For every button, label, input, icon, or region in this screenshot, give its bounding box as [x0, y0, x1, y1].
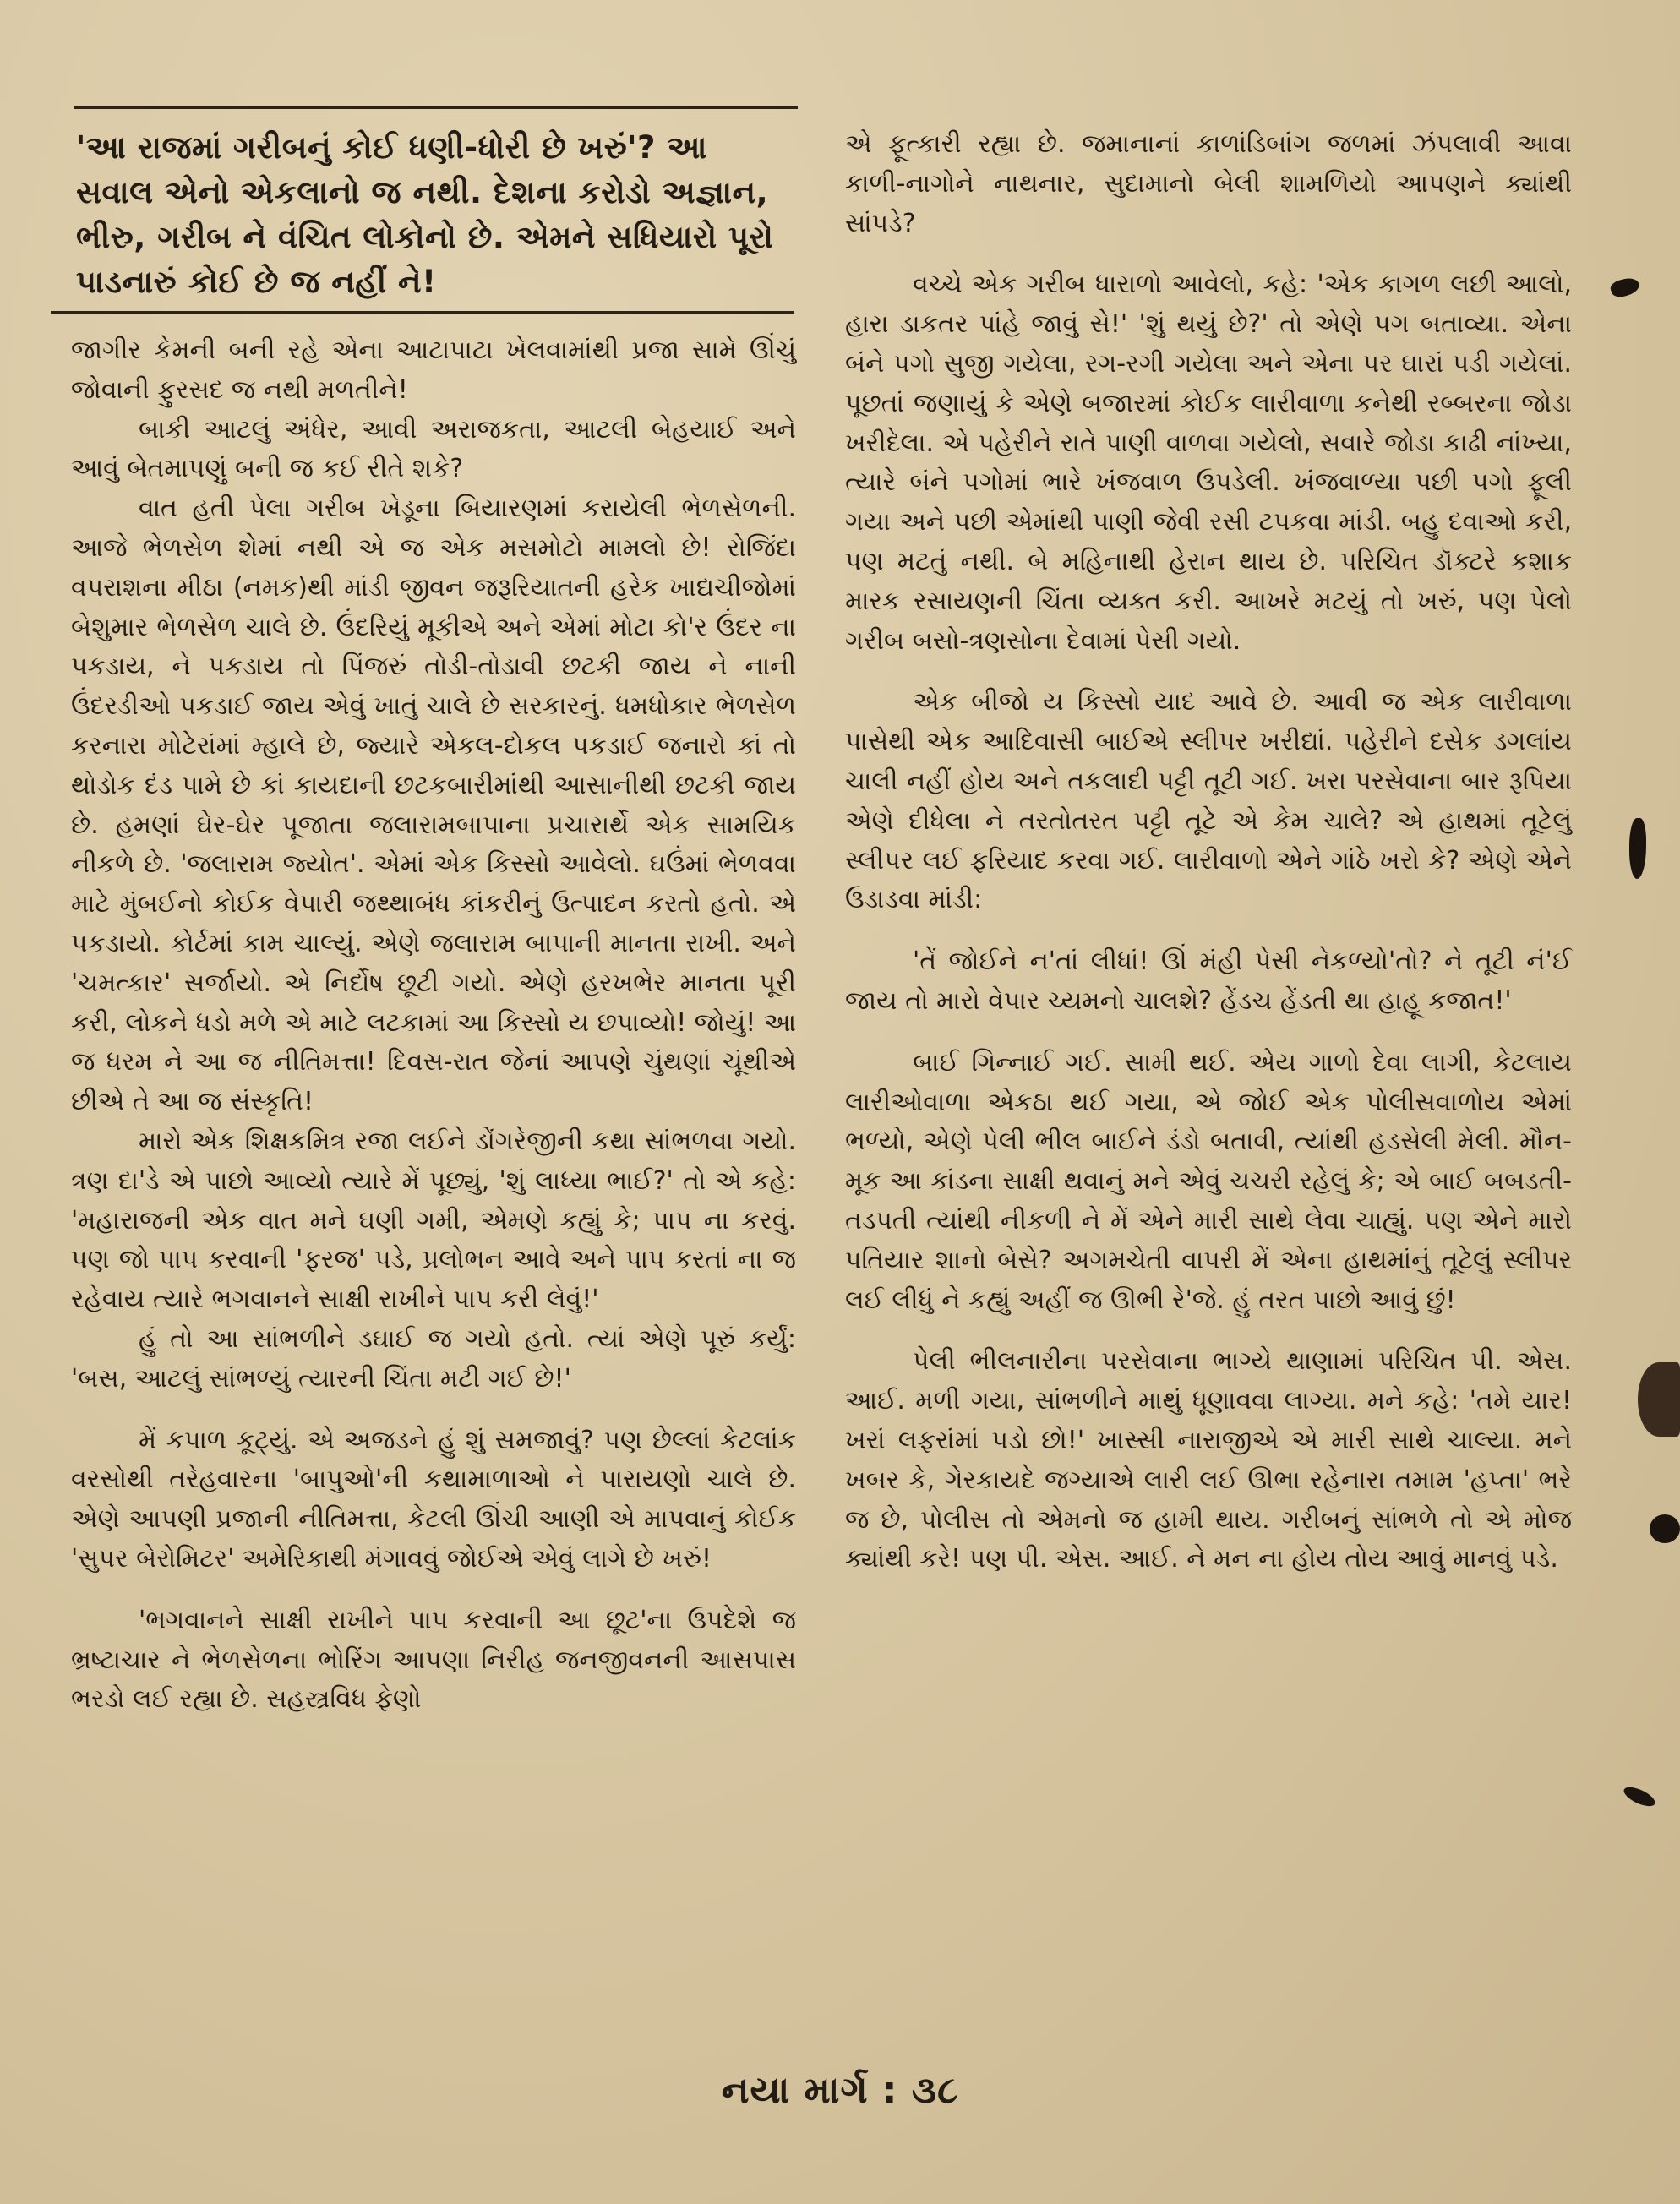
left-paragraph-6: મેં કપાળ કૂટ્યું. એ અજડને હું શું સમજાવું? પણ છેલ્લાં કેટલાંક વરસોથી તરેહવારના 'બાપુઓ'ની કથામાળાઓ ને પારાયણો ચાલે છે. એણે આપણી પ્રજાની નીતિમત્તા, કેટલી ઊંચી આણી એ માપવાનું કોઈક 'સુપર બેરોમિટર' અમેરિકાથી મંગાવવું જોઈએ એવું લાગે છે ખરું!: [71, 1425, 797, 1574]
right-paragraph-2: વચ્ચે એક ગરીબ ધારાળો આવેલો, કહે: 'એક કાગળ લછી આલો, હારા ડાકતર પાંહે જાવું સે!' 'શું થયું છે?' તો એણે પગ બતાવ્યા. એના બંને પગો સુજી ગયેલા, રગ-રગી ગયેલા અને એના પર ઘારાં પડી ગયેલાં. પૂછતાં જણાયું કે એણે બજારમાં કોઈક લારીવાળા કનેથી રબ્બરના જોડા ખરીદેલા. એ પહેરીને રાતે પાણી વાળવા ગયેલો, સવારે જોડા કાઢી નાંખ્યા, ત્યારે બંને પગોમાં ભારે ખંજવાળ ઉપડેલી. ખંજવાળ્યા પછી પગો ફૂલી ગયા અને પછી એમાંથી પાણી જેવી રસી ટપકવા માંડી. બહુ દવાઓ કરી, પણ મટતું નથી. બે મહિનાથી હેરાન થાય છે. પરિચિત ડૉક્ટરે કશાક મારક રસાયણની ચિંતા વ્યક્ત કરી. આખરે મટયું તો ખરું, પણ પેલો ગરીબ બસો-ત્રણસોના દેવામાં પેસી ગયો.: [845, 270, 1572, 656]
paper-tear-5: [1621, 1783, 1657, 1809]
left-paragraph-1: જાગીર કેમની બની રહે એના આટાપાટા ખેલવામાંથી પ્રજા સામે ઊંચું જોવાની ફુરસદ જ નથી મળતીને!: [71, 336, 796, 405]
pullquote-top-rule: [74, 106, 798, 109]
left-column: [71, 331, 796, 1720]
pull-quote: 'આ રાજમાં ગરીબનું કોઈ ધણી-ધોરી છે ખરું'? આ સવાલ એનો એકલાનો જ નથી. દેશના કરોડો અજ્ઞાન, ભીરુ, ગરીબ ને વંચિત લોકોનો છે. એમને સધિયારો પૂરો પાડનારું કોઈ છે જ નહીં ને!: [76, 129, 774, 300]
right-paragraph-4: 'તેં જોઈને ન'તાં લીધાં! ઊં મંહી પેસી નેકળ્યો'તો? ને તૂટી નં'ઈ જાય તો મારો વેપાર ચ્યમનો ચાલશે? હેંડચ હેંડતી થા હાહૂ કજાત!': [845, 947, 1572, 1016]
left-paragraph-2: બાકી આટલું અંધેર, આવી અરાજકતા, આટલી બેહયાઈ અને આવું બેતમાપણું બની જ કઈ રીતે શકે?: [71, 414, 796, 484]
left-paragraph-3: વાત હતી પેલા ગરીબ ખેડૂના બિયારણમાં કરાયેલી ભેળસેળની. આજે ભેળસેળ શેમાં નથી એ જ એક મસમોટો મામલો છે! રોજિંદા વપરાશના મીઠા (નમક)થી માંડી જીવન જરૂરિયાતની હરેક ખાદ્યચીજોમાં બેશુમાર ભેળસેળ ચાલે છે. ઉંદરિયું મૂકીએ અને એમાં મોટા કો'ર ઉંદર ના પકડાય, ને પકડાય તો પિંજરું તોડી-તોડાવી છટકી જાય ને નાની ઉંદરડીઓ પકડાઈ જાય એવું ખાતું ચાલે છે સરકારનું. ધમધોકાર ભેળસેળ કરનારા મોટેરાંમાં મ્હાલે છે, જ્યારે એકલ-દોકલ પકડાઈ જનારો કાં તો થોડોક દંડ પામે છે કાં કાયદાની છટકબારીમાંથી આસાનીથી છટકી જાય છે. હમણાં ઘેર-ઘેર પૂજાતા જલારામબાપાના પ્રચારાર્થે એક સામયિક નીકળે છે. 'જલારામ જ્યોત'. એમાં એક કિસ્સો આવેલો. ઘઉંમાં ભેળવવા માટે મુંબઈનો કોઈક વેપારી જથ્થાબંધ કાંકરીનું ઉત્પાદન કરતો હતો. એ પકડાયો. કોર્ટમાં કામ ચાલ્યું. એણે જલારામ બાપાની માનતા રાખી. અને 'ચમત્કાર' સર્જાયો. એ નિર્દોષ છૂટી ગયો. એણે હરખભેર માનતા પૂરી કરી, લોકને ધડો મળે એ માટે લટકામાં આ કિસ્સો ય છપાવ્યો! જોયું! આ જ ધરમ ને આ જ નીતિમત્તા! દિવસ-રાત જેનાં આપણે ચુંથણાં ચૂંથીએ છીએ તે આ જ સંસ્કૃતિ!: [71, 494, 796, 1117]
right-paragraph-3: એક બીજો ય કિસ્સો યાદ આવે છે. આવી જ એક લારીવાળા પાસેથી એક આદિવાસી બાઈએ સ્લીપર ખરીદ્યાં. પહેરીને દસેક ડગલાંય ચાલી નહીં હોય અને તકલાદી પટ્ટી તૂટી ગઈ. ખરા પરસેવાના બાર રૂપિયા એણે દીધેલા ને તરતોતરત પટ્ટી તૂટે એ કેમ ચાલે? એ હાથમાં તૂટેલું સ્લીપર લઈ ફરિયાદ કરવા ગઈ. લારીવાળો એને ગાંઠે ખરો કે? એણે એને ઉડાડવા માંડી:: [845, 687, 1572, 915]
pullquote-bottom-rule: [51, 311, 794, 314]
page-footer: નયા માર્ગ : ૩૮: [721, 2069, 959, 2112]
right-column: [845, 125, 1572, 1579]
paper-tear-3: [1638, 1362, 1680, 1437]
right-paragraph-1: એ ફૂત્કારી રહ્યા છે. જમાનાનાં કાળાંડિબાંગ જળમાં ઝંપલાવી આવા કાળી-નાગોને નાથનાર, સુદામાનો બેલી શામળિયો આપણને ક્યાંથી સાંપડે?: [845, 129, 1572, 238]
right-paragraph-6: પેલી ભીલનારીના પરસેવાના ભાગ્યે થાણામાં પરિચિત પી. એસ. આઈ. મળી ગયા, સાંભળીને માથું ધૂણાવવા લાગ્યા. મને કહે: 'તમે યાર! ખરાં લફરાંમાં પડો છો!' ખાસ્સી નારાજીએ એ મારી સાથે ચાલ્યા. મને ખબર કે, ગેરકાયદે જગ્યાએ લારી લઈ ઊભા રહેનારા તમામ 'હપ્તા' ભરે જ છે, પોલીસ તો એમનો જ હામી થાય. ગરીબનું સાંભળે તો એ મોજ ક્યાંથી કરે! પણ પી. એસ. આઈ. ને મન ના હોય તોય આવું માનવું પડે.: [845, 1346, 1572, 1574]
paper-tear-2: [1629, 818, 1646, 879]
left-paragraph-7: 'ભગવાનને સાક્ષી રાખીને પાપ કરવાની આ છૂટ'ના ઉપદેશે જ ભ્રષ્ટાચાર ને ભેળસેળના ભોરિંગ આપણા નિરીહ જનજીવનની આસપાસ ભરડો લઈ રહ્યા છે. સહસ્ત્રવિધ ફેણો: [71, 1605, 796, 1715]
left-paragraph-5: હું તો આ સાંભળીને ડઘાઈ જ ગયો હતો. ત્યાં એણે પૂરું કર્યું: 'બસ, આટલું સાંભળ્યું ત્યારની ચિંતા મટી ગઈ છે!': [71, 1323, 796, 1394]
paper-tear-4: [1650, 1514, 1680, 1543]
paper-tear-1: [1609, 275, 1642, 300]
right-paragraph-5: બાઈ ગિન્નાઈ ગઈ. સામી થઈ. એય ગાળો દેવા લાગી, કેટલાય લારીઓવાળા એકઠા થઈ ગયા, એ જોઈ એક પોલીસવાળોય એમાં ભળ્યો, એણે પેલી ભીલ બાઈને ડંડો બતાવી, ત્યાંથી હડસેલી મેલી. મૌન-મૂક આ કાંડના સાક્ષી થવાનું મને એવું ચચરી રહેલું કે; એ બાઈ બબડતી-તડપતી ત્યાંથી નીકળી ને મેં એને મારી સાથે લેવા ચાહ્યું. પણ એને મારો પતિયાર શાનો બેસે? અગમચેતી વાપરી મેં એના હાથમાંનું તૂટેલું સ્લીપર લઈ લીધું ને કહ્યું અહીં જ ઊભી રે'જે. હું તરત પાછો આવું છું!: [845, 1047, 1572, 1315]
left-paragraph-4: મારો એક શિક્ષકમિત્ર રજા લઈને ડોંગરેજીની કથા સાંભળવા ગયો. ત્રણ દા'ડે એ પાછો આવ્યો ત્યારે મેં પૂછ્યું, 'શું લાધ્યા ભાઈ?' તો એ કહે: 'મહારાજની એક વાત મને ઘણી ગમી, એમણે કહ્યું કે; પાપ ના કરવું. પણ જો પાપ કરવાની 'ફરજ' પડે, પ્રલોભન આવે અને પાપ કરતાં ના જ રહેવાય ત્યારે ભગવાનને સાક્ષી રાખીને પાપ કરી લેવું!': [71, 1126, 796, 1315]
